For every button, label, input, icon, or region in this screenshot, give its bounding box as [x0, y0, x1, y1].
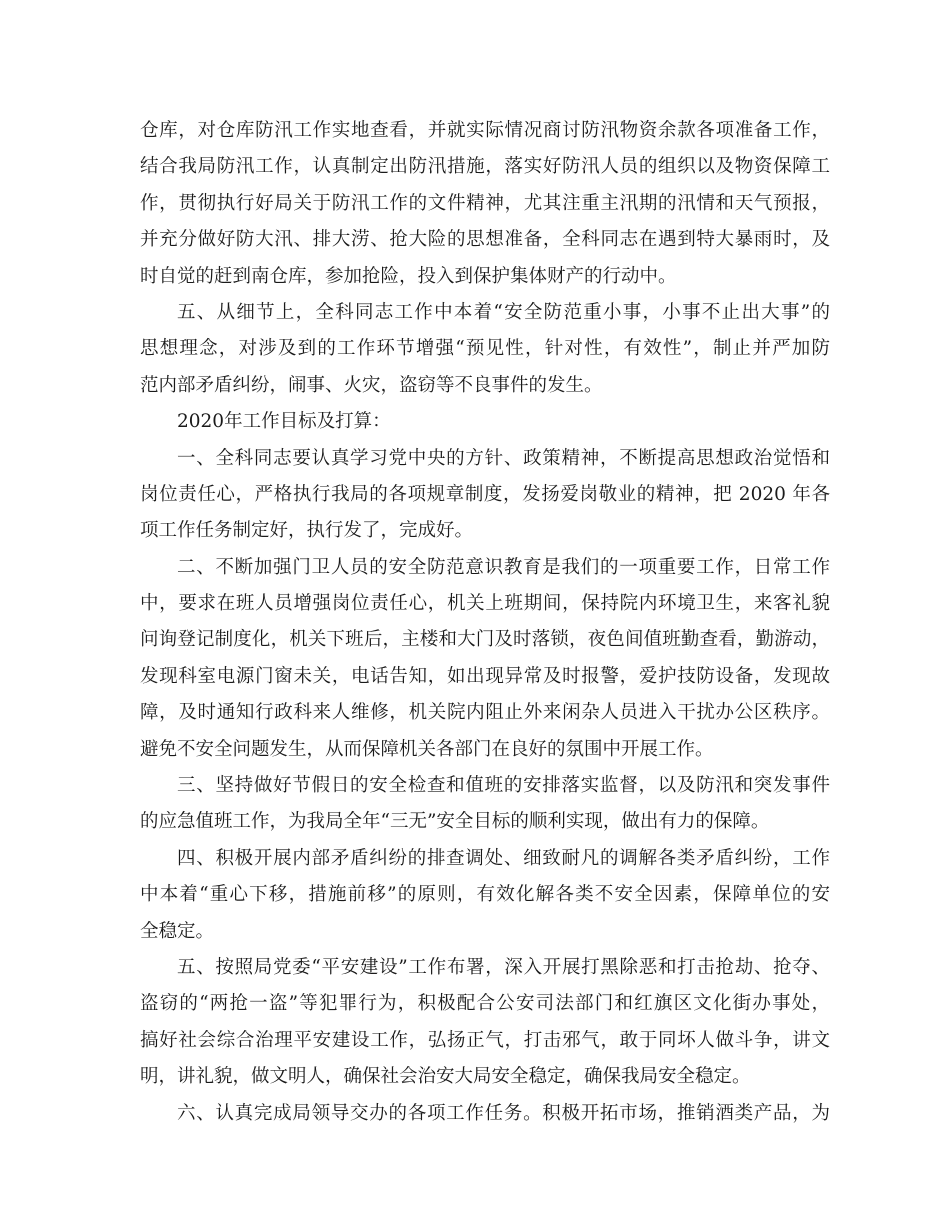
text-line: 2020年工作目标及打算：: [177, 411, 391, 433]
text-line: 全稳定。: [140, 920, 215, 942]
text-line: 中本着“重心下移，措施前移”的原则，有效化解各类不安全因素，保障单位的安: [140, 884, 830, 906]
text-line: 结合我局防汛工作，认真制定出防汛措施，落实好防汛人员的组织以及物资保障工: [140, 156, 830, 178]
text-line: 一、全科同志要认真学习党中央的方针、政策精神，不断提高思想政治觉悟和: [177, 447, 830, 469]
text-line: 五、从细节上，全科同志工作中本着“安全防范重小事，小事不止出大事”的: [177, 301, 830, 323]
text-line: 的应急值班工作，为我局全年“三无”安全目标的顺利实现，做出有力的保障。: [140, 811, 770, 833]
text-line: 岗位责任心，严格执行我局的各项规章制度，发扬爱岗敬业的精神，把 2020 年各: [140, 483, 830, 505]
text-line: 发现科室电源门窗未关，电话告知，如出现异常及时报警，爱护技防设备，发现故: [140, 665, 830, 687]
text-line: 六、认真完成局领导交办的各项工作任务。积极开拓市场，推销酒类产品，为: [177, 1102, 830, 1124]
text-line: 避免不安全问题发生，从而保障机关各部门在良好的氛围中开展工作。: [140, 738, 714, 760]
text-line: 二、不断加强门卫人员的安全防范意识教育是我们的一项重要工作，日常工作: [177, 556, 830, 578]
text-line: 搞好社会综合治理平安建设工作，弘扬正气，打击邪气，敢于同坏人做斗争，讲文: [140, 1029, 830, 1051]
text-line: 思想理念，对涉及到的工作环节增强“预见性，针对性，有效性”，制止并严加防: [140, 338, 830, 360]
text-line: 中，要求在班人员增强岗位责任心，机关上班期间，保持院内环境卫生，来客礼貌: [140, 593, 830, 615]
document-body: [140, 113, 830, 1132]
text-line: 项工作任务制定好，执行发了，完成好。: [140, 520, 474, 542]
text-line: 范内部矛盾纠纷，闹事、火灾，盗窃等不良事件的发生。: [140, 374, 603, 396]
text-line: 作，贯彻执行好局关于防汛工作的文件精神，尤其注重主汛期的汛情和天气预报，: [140, 192, 830, 214]
text-line: 五、按照局党委“平安建设”工作布署，深入开展打黑除恶和打击抢劫、抢夺、: [177, 956, 830, 978]
text-line: 盗窃的“两抢一盗”等犯罪行为，积极配合公安司法部门和红旗区文化街办事处，: [140, 993, 830, 1015]
text-line: 仓库，对仓库防汛工作实地查看，并就实际情况商讨防汛物资余款各项准备工作，: [140, 120, 830, 141]
text-line: 并充分做好防大汛、排大涝、抢大险的思想准备，全科同志在遇到特大暴雨时，及: [140, 229, 830, 251]
text-line: 障，及时通知行政科来人维修，机关院内阻止外来闲杂人员进入干扰办公区秩序。: [140, 702, 830, 724]
text-line: 四、积极开展内部矛盾纠纷的排查调处、细致耐凡的调解各类矛盾纠纷，工作: [177, 847, 830, 869]
text-line: 问询登记制度化，机关下班后，主楼和大门及时落锁，夜色间值班勤查看，勤游动，: [140, 629, 830, 651]
text-line: 时自觉的赶到南仓库，参加抢险，投入到保护集体财产的行动中。: [140, 265, 677, 287]
text-line: 明，讲礼貌，做文明人，确保社会治安大局安全稳定，确保我局安全稳定。: [140, 1066, 751, 1088]
text-line: 三、坚持做好节假日的安全检查和值班的安排落实监督，以及防汛和突发事件: [177, 775, 830, 797]
